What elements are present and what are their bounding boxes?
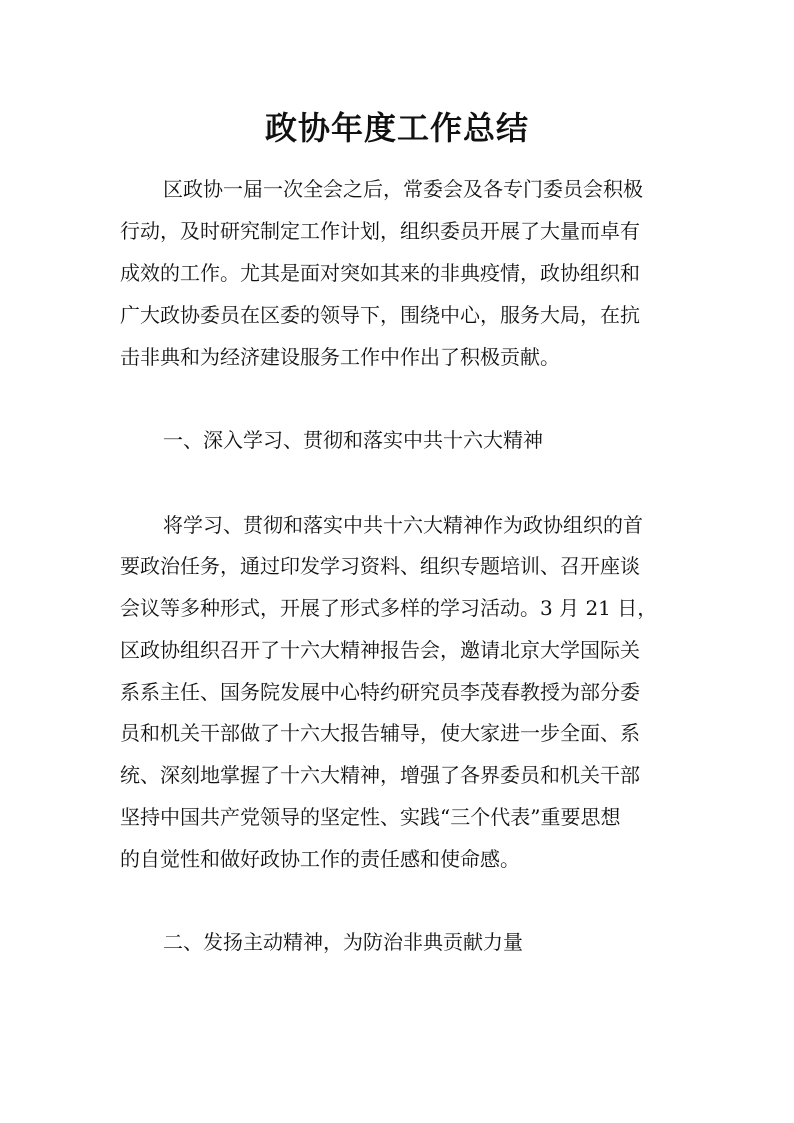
intro-line-5: 击非典和为经济建设服务工作中作出了积极贡献。: [120, 345, 560, 369]
intro-line-4: 广大政协委员在区委的领导下，围绕中心，服务大局，在抗: [120, 303, 640, 327]
section1-line-8: 坚持中国共产党领导的坚定性、实践“三个代表”重要思想: [120, 805, 621, 829]
intro-line-1: 区政协一届一次全会之后，常委会及各专门委员会积极: [163, 177, 643, 201]
intro-line-3: 成效的工作。尤其是面对突如其来的非典疫情，政协组织和: [120, 261, 640, 285]
document-title: 政协年度工作总结: [264, 109, 529, 147]
section1-line-2: 要政治任务，通过印发学习资料、组织专题培训、召开座谈: [120, 554, 640, 578]
section2-heading: 二、发扬主动精神，为防治非典贡献力量: [163, 930, 523, 954]
section1-line-6: 员和机关干部做了十六大报告辅导，使大家进一步全面、系: [120, 721, 640, 745]
section1-line-5: 系系主任、国务院发展中心特约研究员李茂春教授为部分委: [120, 680, 640, 704]
intro-line-2: 行动，及时研究制定工作计划，组织委员开展了大量而卓有: [120, 219, 640, 243]
section1-line-7: 统、深刻地掌握了十六大精神，增强了各界委员和机关干部: [120, 763, 640, 787]
section1-line-3: 会议等多种形式，开展了形式多样的学习活动。3 月 21 日，: [120, 596, 658, 620]
section1-line-4: 区政协组织召开了十六大精神报告会，邀请北京大学国际关: [120, 638, 640, 662]
section1-heading: 一、深入学习、贯彻和落实中共十六大精神: [163, 428, 543, 452]
section1-line-9: 的自觉性和做好政协工作的责任感和使命感。: [120, 847, 520, 871]
section1-line-1: 将学习、贯彻和落实中共十六大精神作为政协组织的首: [163, 513, 643, 537]
